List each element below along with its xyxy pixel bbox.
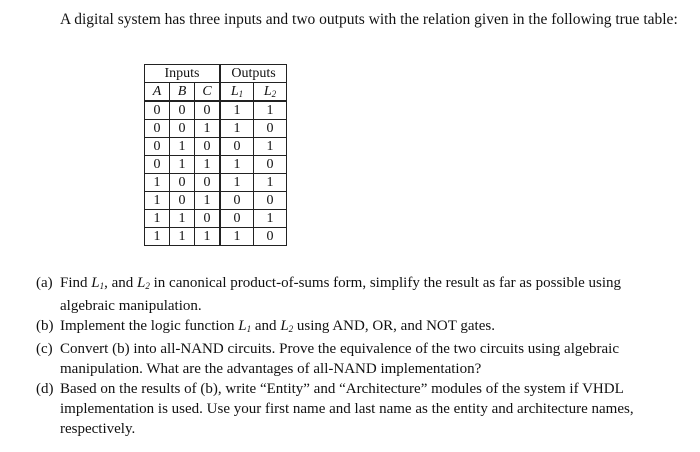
table-cell: 0: [170, 192, 195, 210]
table-cell: 0: [195, 174, 221, 192]
truth-table-body: [145, 101, 287, 246]
table-row: [145, 174, 287, 192]
table-cell: 1: [145, 210, 170, 228]
table-cell: 0: [254, 192, 287, 210]
inputs-group-header: Inputs: [145, 65, 221, 83]
table-cell: 0: [145, 156, 170, 174]
table-cell: 0: [145, 138, 170, 156]
table-cell: 1: [254, 174, 287, 192]
table-row: [145, 156, 287, 174]
table-cell: 1: [254, 101, 287, 120]
table-cell: 0: [220, 192, 254, 210]
table-row: [145, 192, 287, 210]
table-column-header-row: [145, 83, 287, 102]
table-cell: 1: [254, 138, 287, 156]
problem-intro: A digital system has three inputs and two outputs with the relation given in the following true table:: [60, 11, 678, 28]
table-cell: 0: [195, 101, 221, 120]
col-header-a: A: [145, 83, 170, 102]
table-row: [145, 120, 287, 138]
table-cell: 1: [170, 228, 195, 246]
table-row: [145, 228, 287, 246]
table-row: [145, 101, 287, 120]
table-cell: 1: [170, 210, 195, 228]
truth-table: [144, 64, 287, 246]
table-cell: 1: [220, 228, 254, 246]
table-cell: 1: [195, 156, 221, 174]
question-text: Convert (b) into all-NAND circuits. Prove the equivalence of the two circuits using algebraic manipulation. What are the advantages of all-NAND implementation?: [60, 341, 619, 377]
table-cell: 1: [254, 210, 287, 228]
table-cell: 0: [170, 101, 195, 120]
question-list: [36, 273, 676, 439]
table-cell: 1: [220, 174, 254, 192]
question-c: [36, 339, 676, 379]
question-label: (d): [36, 381, 54, 397]
question-label: (a): [36, 275, 53, 291]
table-cell: 1: [220, 101, 254, 120]
table-cell: 0: [170, 174, 195, 192]
table-cell: 1: [145, 192, 170, 210]
table-row: [145, 210, 287, 228]
question-a: [36, 273, 676, 316]
question-text: Find $L_1$, and $L_2$ in canonical product-of-sums form, simplify the result as far as possible using algebraic manipulation.: [60, 275, 622, 314]
table-cell: 0: [170, 120, 195, 138]
col-header-b: B: [170, 83, 195, 102]
outputs-group-header: Outputs: [220, 65, 287, 83]
table-cell: 0: [195, 138, 221, 156]
table-cell: 0: [254, 228, 287, 246]
table-cell: 1: [195, 228, 221, 246]
table-cell: 1: [145, 174, 170, 192]
table-cell: 0: [145, 101, 170, 120]
table-group-header-row: [145, 65, 287, 83]
table-cell: 0: [145, 120, 170, 138]
table-cell: 1: [170, 156, 195, 174]
table-row: [145, 138, 287, 156]
col-header-c: C: [195, 83, 221, 102]
table-cell: 1: [170, 138, 195, 156]
table-cell: 0: [220, 138, 254, 156]
table-cell: 1: [220, 156, 254, 174]
table-cell: 1: [220, 120, 254, 138]
question-b: [36, 316, 676, 339]
table-cell: 0: [254, 156, 287, 174]
question-text: Based on the results of (b), write “Entity” and “Architecture” modules of the system if VHDL implementation is used. Use your first name and last name as the entity and architecture names, respectively.: [60, 381, 634, 437]
table-cell: 0: [195, 210, 221, 228]
table-cell: 0: [220, 210, 254, 228]
col-header-l2: $L_2$: [254, 83, 287, 102]
question-label: (c): [36, 341, 53, 357]
table-cell: 1: [195, 120, 221, 138]
table-cell: 0: [254, 120, 287, 138]
question-label: (b): [36, 318, 54, 334]
table-cell: 1: [195, 192, 221, 210]
col-header-l1: $L_1$: [220, 83, 254, 102]
question-text: Implement the logic function $L_1$ and $L_2$ using AND, OR, and NOT gates.: [60, 318, 495, 334]
table-cell: 1: [145, 228, 170, 246]
question-d: [36, 379, 676, 439]
